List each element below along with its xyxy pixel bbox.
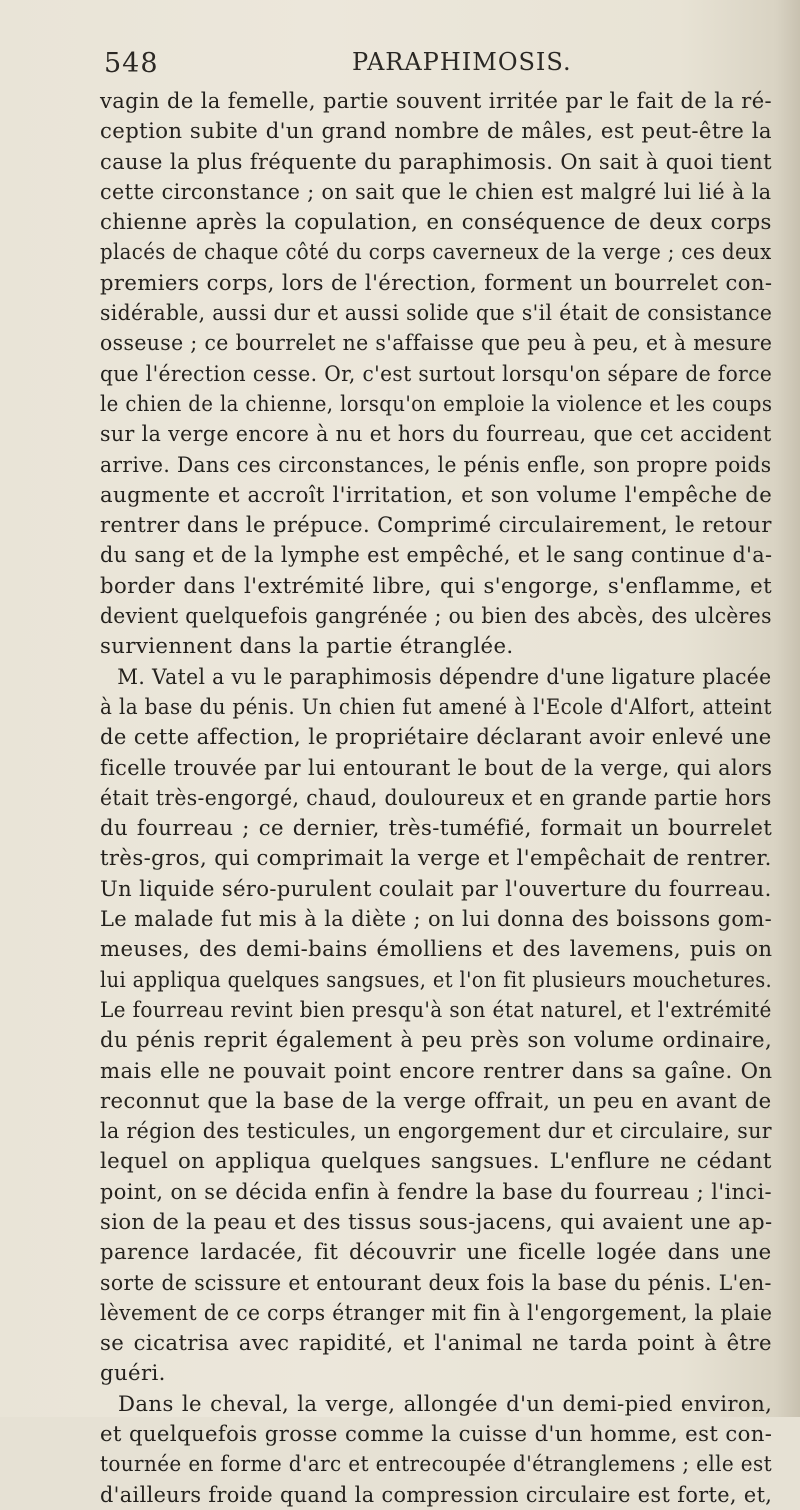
text-line: cette circonstance ; on sait que le chien est malgré lui lié à la (100, 178, 772, 204)
text-line: lequel on appliqua quelques sangsues. L'enflure ne cédant (100, 1148, 772, 1174)
text-line: parence lardacée, fit découvrir une ficelle logée dans une (100, 1239, 772, 1265)
text-line: Dans le cheval, la verge, allongée d'un demi-pied environ, (118, 1390, 773, 1416)
text-line: augmente et accroît l'irritation, et son volume l'empêche de (100, 481, 773, 507)
text-line: du sang et de la lymphe est empêché, et le sang continue d'a- (100, 542, 773, 568)
text-line: le chien de la chienne, lorsqu'on emploie la violence et les coups (100, 390, 773, 416)
text-line: tournée en forme d'arc et entrecoupée d'étranglemens ; elle est (100, 1451, 773, 1477)
body-text (100, 86, 772, 1510)
text-line: rentrer dans le prépuce. Comprimé circulairement, le retour (100, 512, 772, 538)
text-line: et quelquefois grosse comme la cuisse d'un homme, est con- (100, 1421, 773, 1447)
text-line: mais elle ne pouvait point encore rentrer dans sa gaîne. On (100, 1057, 773, 1083)
text-line: Un liquide séro-purulent coulait par l'ouverture du fourreau. (100, 875, 772, 901)
running-title: PARAPHIMOSIS. (352, 48, 572, 76)
text-line: était très-engorgé, chaud, douloureux et en grande partie hors (100, 784, 772, 810)
text-line: sidérable, aussi dur et aussi solide que s'il était de consistance (100, 300, 773, 326)
page-number: 548 (104, 48, 159, 79)
text-line: se cicatrisa avec rapidité, et l'animal ne tarda point à être (100, 1330, 772, 1356)
text-line: arrive. Dans ces circonstances, le pénis enfle, son propre poids (100, 451, 772, 477)
text-line: cause la plus fréquente du paraphimosis. On sait à quoi tient (100, 148, 772, 174)
text-line: point, on se décida enfin à fendre la base du fourreau ; l'inci- (100, 1178, 772, 1204)
page-header (0, 44, 800, 84)
text-line: devient quelquefois gangrénée ; ou bien des abcès, des ulcères (100, 603, 772, 629)
text-line: sion de la peau et des tissus sous-jacens, qui avaient une ap- (100, 1208, 773, 1234)
text-line: de cette affection, le propriétaire déclarant avoir enlevé une (100, 724, 772, 750)
text-line: ficelle trouvée par lui entourant le bout de la verge, qui alors (100, 754, 773, 780)
text-line: premiers corps, lors de l'érection, forment un bourrelet con- (100, 269, 773, 295)
text-line: lui appliqua quelques sangsues, et l'on fit plusieurs mouchetures. (100, 966, 773, 992)
text-line: lèvement de ce corps étranger mit fin à l'engorgement, la plaie (100, 1299, 773, 1325)
text-line: osseuse ; ce bourrelet ne s'affaisse que peu à peu, et à mesure (100, 330, 773, 356)
text-line: très-gros, qui comprimait la verge et l'empêchait de rentrer. (100, 845, 772, 871)
text-line: M. Vatel a vu le paraphimosis dépendre d'une ligature placée (117, 663, 772, 689)
text-line: du fourreau ; ce dernier, très-tuméfié, formait un bourrelet (100, 815, 773, 841)
text-line: Le fourreau revint bien presqu'à son état naturel, et l'extrémité (100, 996, 772, 1022)
text-line: vagin de la femelle, partie souvent irritée par le fait de la ré- (100, 88, 772, 113)
text-line: reconnut que la base de la verge offrait, un peu en avant de (100, 1087, 772, 1113)
text-line: du pénis reprit également à peu près son volume ordinaire, (100, 1027, 773, 1053)
text-line: sorte de scissure et entourant deux fois la base du pénis. L'en- (100, 1269, 772, 1295)
text-line: sur la verge encore à nu et hors du fourreau, que cet accident (100, 421, 772, 447)
text-line: ception subite d'un grand nombre de mâles, est peut-être la (100, 118, 772, 144)
text-line: guéri. (100, 1360, 166, 1386)
text-line: border dans l'extrémité libre, qui s'engorge, s'enflamme, et (100, 572, 773, 598)
text-line: que l'érection cesse. Or, c'est surtout lorsqu'on sépare de force (100, 360, 773, 386)
text-line: placés de chaque côté du corps caverneux de la verge ; ces deux (100, 239, 772, 265)
text-line: la région des testicules, un engorgement dur et circulaire, sur (100, 1118, 772, 1144)
text-line: chienne après la copulation, en conséquence de deux corps (100, 209, 772, 235)
text-line: meuses, des demi-bains émolliens et des lavemens, puis on (100, 936, 773, 962)
text-line: surviennent dans la partie étranglée. (100, 633, 514, 659)
text-line: Le malade fut mis à la diète ; on lui donna des boissons gom- (100, 906, 773, 932)
text-line: d'ailleurs froide quand la compression circulaire est forte, et, (100, 1481, 773, 1507)
text-line: à la base du pénis. Un chien fut amené à l'Ecole d'Alfort, atteint (100, 693, 772, 719)
